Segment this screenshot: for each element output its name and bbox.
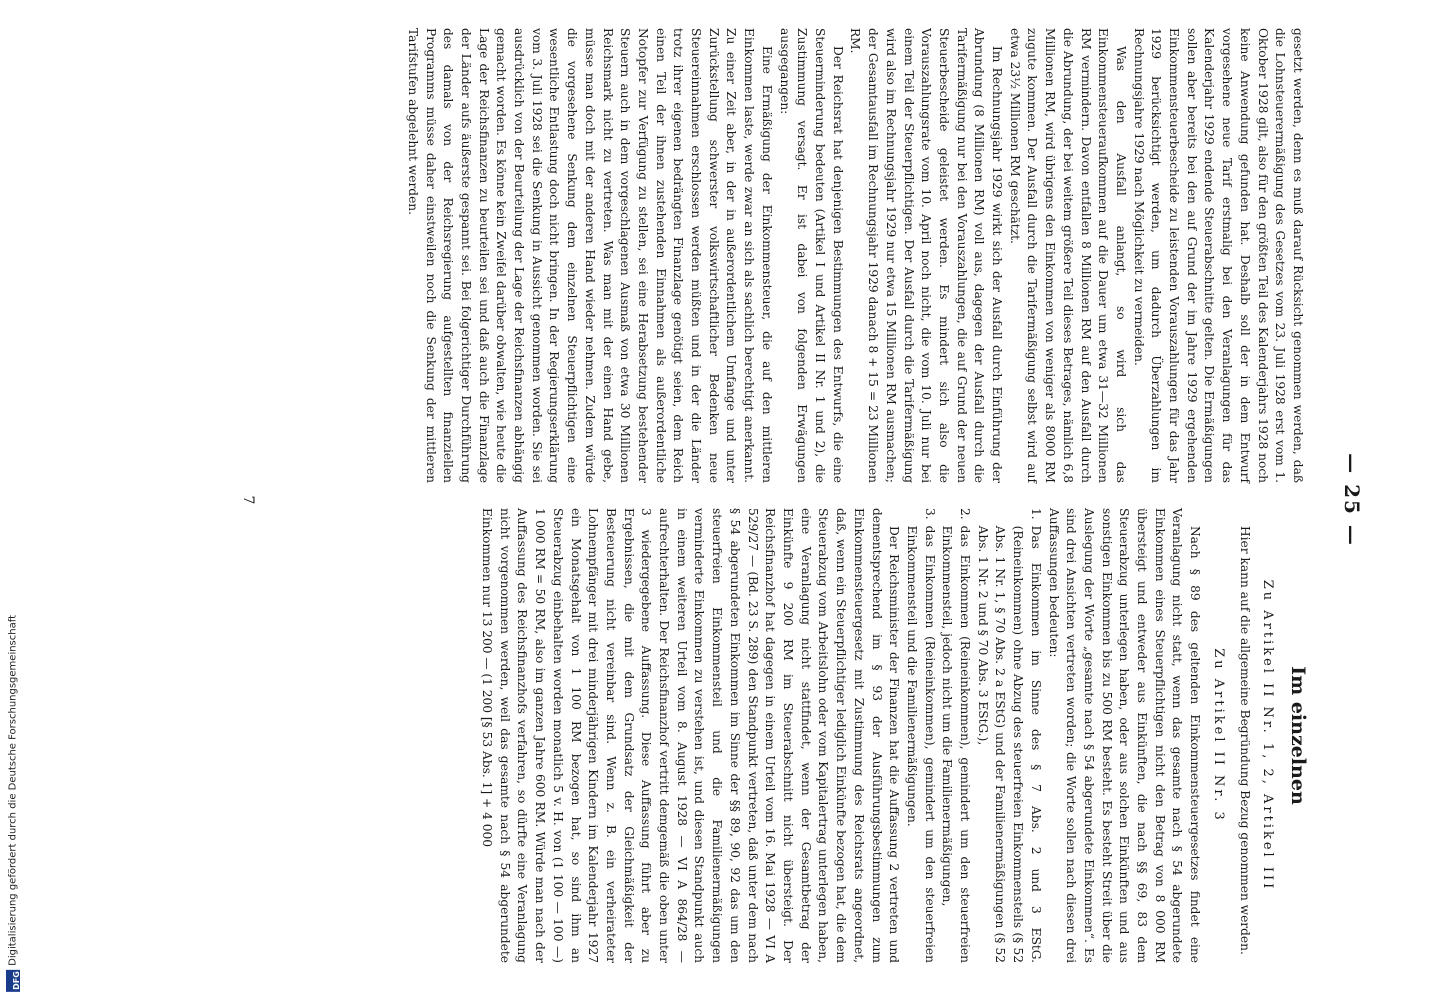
list-text: das Einkommen (Reineinkommen), gemindert um den steuerfreien Einkommensteil und die Familienermäßigungen.	[904, 525, 937, 963]
paragraph: Was den Ausfall anlangt, so wird sich das Einkommensteueraufkommen auf die Dauer um etwa 31—32 Millionen RM vermindern. Davon entfallen 8 Millionen RM auf den Ausfall durch die Abrundung, der bei weitem größere Teil dieses Betrages, nämlich 6,8 Millionen RM, wird übrigens den Einkommen von weniger als 8000 RM zugute kommen. Der Ausfall durch die Tarifermäßigung selbst wird auf etwa 23½ Millionen RM geschätzt.	[1007, 28, 1128, 483]
paragraph: Hier kann auf die allgemeine Begründung Bezug genommen werden.	[1237, 526, 1252, 955]
list-number: 1.	[1028, 508, 1043, 520]
dfg-logo: DFG	[6, 970, 20, 992]
list-number: 3.	[922, 508, 937, 520]
list-text: Das Einkommen im Sinne des § 7 Abs. 2 und 3 EStG. (Reineinkommen) ohne Abzug des steuerfreien Einkommensteils (§ 52 Abs. 1 Nr. 1, § 70 Abs. 2 a EStG) und der Familienermäßigungen (§ 52 Abs. 1 Nr. 2 und § 70 Abs. 3 EStG.),	[975, 525, 1043, 963]
signature-mark: 7	[240, 495, 256, 505]
list-text: das Einkommen (Reineinkommen), gemindert um den steuerfreien Einkommensteil, jedoch nicht um die Familienermäßigungen,	[940, 525, 973, 963]
list-number: 2.	[958, 508, 973, 520]
list-item	[973, 508, 1044, 963]
section-heading: Im einzelnen	[1287, 666, 1309, 805]
subsection-heading: Zu Artikel II Nr. 1, 2, Artikel III	[1260, 579, 1276, 892]
list-item	[902, 508, 937, 963]
paragraph: Der Reichsminister der Finanzen hat die Auffassung 2 vertreten und dementsprechend im § 93 der Ausführungsbestimmungen zum Einkommensteuergesetz mit Zustimmung des Reichsrats angeordnet, daß, wenn ein Steuerpflichtiger lediglich Einkünfte bezogen hat, die dem Steuerabzug vom Arbeitslohn oder vom Kapitalertrag unterlegen haben, eine Veranlagung nicht stattfindet, wenn der Gesamtbetrag der Einkünfte 9 200 RM im Steuerabschnitt nicht übersteigt. Der Reichsfinanzhof hat dagegen in einem Urteil vom 16. Mai 1928 — VI A 529/27 — (Bd. 23 S. 289) den Standpunkt vertreten, daß unter dem nach § 54 abgerundeten Einkommen im Sinne der §§ 89, 90, 92 das um den steuerfreien Einkommensteil und die Familienermäßigungen verminderte Einkommen zu verstehen ist, und diesen Standpunkt auch in einem weiteren Urteil vom 8. August 1928 — VI A 864/28 — aufrechterhalten. Der Reichsfinanzhof vertritt demgemäß die oben unter 3 wiedergegebene Auffassung. Diese Auffassung führt aber zu Ergebnissen, die mit dem Grundsatz der Gleichmäßigkeit der Besteuerung nicht vereinbar sind. Wenn z. B. ein verheirateter Lohnempfänger mit drei minderjährigen Kindern im Kalenderjahr 1927 ein Monatsgehalt von 1 100 RM bezogen hat, so sind ihm an Steuerabzug einbehalten worden monatlich 5 v. H. von (1 100 — 100 —) 1 000 RM = 50 RM, also im ganzen Jahre 600 RM. Würde man nach der Auffassung des Reichsfinanzhofs verfahren, so dürfte eine Veranlagung nicht vorgenommen werden, weil das gesamte nach § 54 abgerundete Einkommen nur 13 200 — (1 200 [§ 53 Abs. 1] + 4 000	[480, 508, 902, 963]
paragraph: Der Reichsrat hat denjenigen Bestimmungen des Entwurfs, die eine Steuerminderung bedeuten (Artikel I und Artikel II Nr. 1 und 2), die Zustimmung versagt. Er ist dabei von folgenden Erwägungen ausgegangen:	[777, 28, 845, 483]
paragraph: gesetzt werden, denn es muß darauf Rücksicht genommen werden, daß die Lohnsteuerermäßigung des Gesetzes vom 23. Juli 1928 erst vom 1. Oktober 1928 gilt, also für den größten Teil des Kalenderjahrs 1928 noch keine Anwendung gefunden hat. Deshalb soll der in dem Entwurf vorgesehene neue Tarif erstmalig bei den Veranlagungen für das Kalenderjahr 1929 endende Steuerabschnitte gelten. Die Ermäßigungen sollen aber bereits bei den auf Grund der im Jahre 1929 ergehenden Einkommensteuerbescheide zu leistenden Vorauszahlungen für das Jahr 1929 berücksichtigt werden, um dadurch Überzahlungen im Rechnungsjahre 1929 nach Möglichkeit zu vermeiden.	[1131, 28, 1305, 483]
left-column	[403, 28, 1306, 483]
digitization-note	[6, 615, 20, 992]
paragraph: Eine Ermäßigung der Einkommensteuer, die auf den mittleren Einkommen laste, werde zwar an sich als sachlich berechtigt anerkannt. Zu einer Zeit aber, in der in außerordentlichem Umfange und unter Zurückstellung schwerster volkswirtschaftlicher Bedenken neue Steuereinnahmen erschlossen werden müßten und in der die Länder trotz ihrer eigenen bedrängten Finanzlage genötigt seien, dem Reich einen Teil der ihnen zustehenden Einnahmen als außerordentliche Notopfer zur Verfügung zu stellen, sei eine Herabsetzung bestehender Steuern auch in dem vorgeschlagenen Ausmaß von etwa 30 Millionen Reichsmark nicht zu vertreten. Was man mit der einen Hand gebe, müsse man doch mit der anderen Hand wieder nehmen. Zudem würde die vorgesehene Senkung dem einzelnen Steuerpflichtigen eine wesentliche Entlastung doch nicht bringen. In der Regierungserklärung vom 3. Juli 1928 sei die Senkung in Aussicht genommen worden. Sie sei ausdrücklich von der Beurteilung der Lage der Reichsfinanzen abhängig gemacht worden. Es könne kein Zweifel darüber obwalten, wie heute die Lage der Reichsfinanzen zu beurteilen sei und daß auch die Finanzlage der Länder aufs äußerste gespannt sei. Bei folgerichtiger Durchführung des damals von der Reichsregierung aufgestellten finanziellen Programms müsse daher einstweilen noch die Senkung der mittleren Tarifstufen abgelehnt werden.	[405, 28, 774, 483]
list-item	[938, 508, 973, 963]
interpretation-list	[902, 508, 1044, 963]
paragraph: Im Rechnungsjahr 1929 wirkt sich der Ausfall durch Einführung der Abrundung (8 Millionen RM) voll aus, dagegen der Ausfall durch die Tarifermäßigung nur bei den Vorauszahlungen, die auf Grund der neuen Steuerbescheide geleistet werden. Es mindert sich also die Vorauszahlungsrate vom 10. April noch nicht, die vom 10. Juli nur bei einem Teil der Steuerpflichtigen. Der Ausfall durch die Tarifermäßigung wird also im Rechnungsjahr 1929 nur etwa 15 Millionen RM ausmachen; der Gesamtausfall im Rechnungsjahr 1929 danach 8 + 15 = 23 Millionen RM.	[848, 28, 1005, 483]
digitization-text: Digitalisierung gefördert durch die Deutsche Forschungsgemeinschaft	[7, 615, 19, 966]
subsection-heading: Zu Artikel II Nr. 3	[1210, 648, 1226, 823]
paragraph: Nach § 89 des geltenden Einkommensteuergesetzes findet eine Veranlagung nicht statt, wenn das gesamte nach § 54 abgerundete Einkommen eines Steuerpflichtigen nicht den Betrag von 8 000 RM übersteigt und entweder aus Einkünften, die nach §§ 69, 83 dem Steuerabzug unterlegen haben, oder aus solchen Einkünften und aus sonstigen Einkommen bis zu 500 RM besteht. Es besteht Streit über die Auslegung der Worte „gesamte nach § 54 abgerundete Einkommen“. Es sind drei Ansichten vertreten worden; die Worte sollen nach diesen drei Auffassungen bedeuten:	[1046, 508, 1203, 963]
right-column	[477, 508, 1309, 963]
page-number: — 25 —	[1340, 453, 1364, 547]
